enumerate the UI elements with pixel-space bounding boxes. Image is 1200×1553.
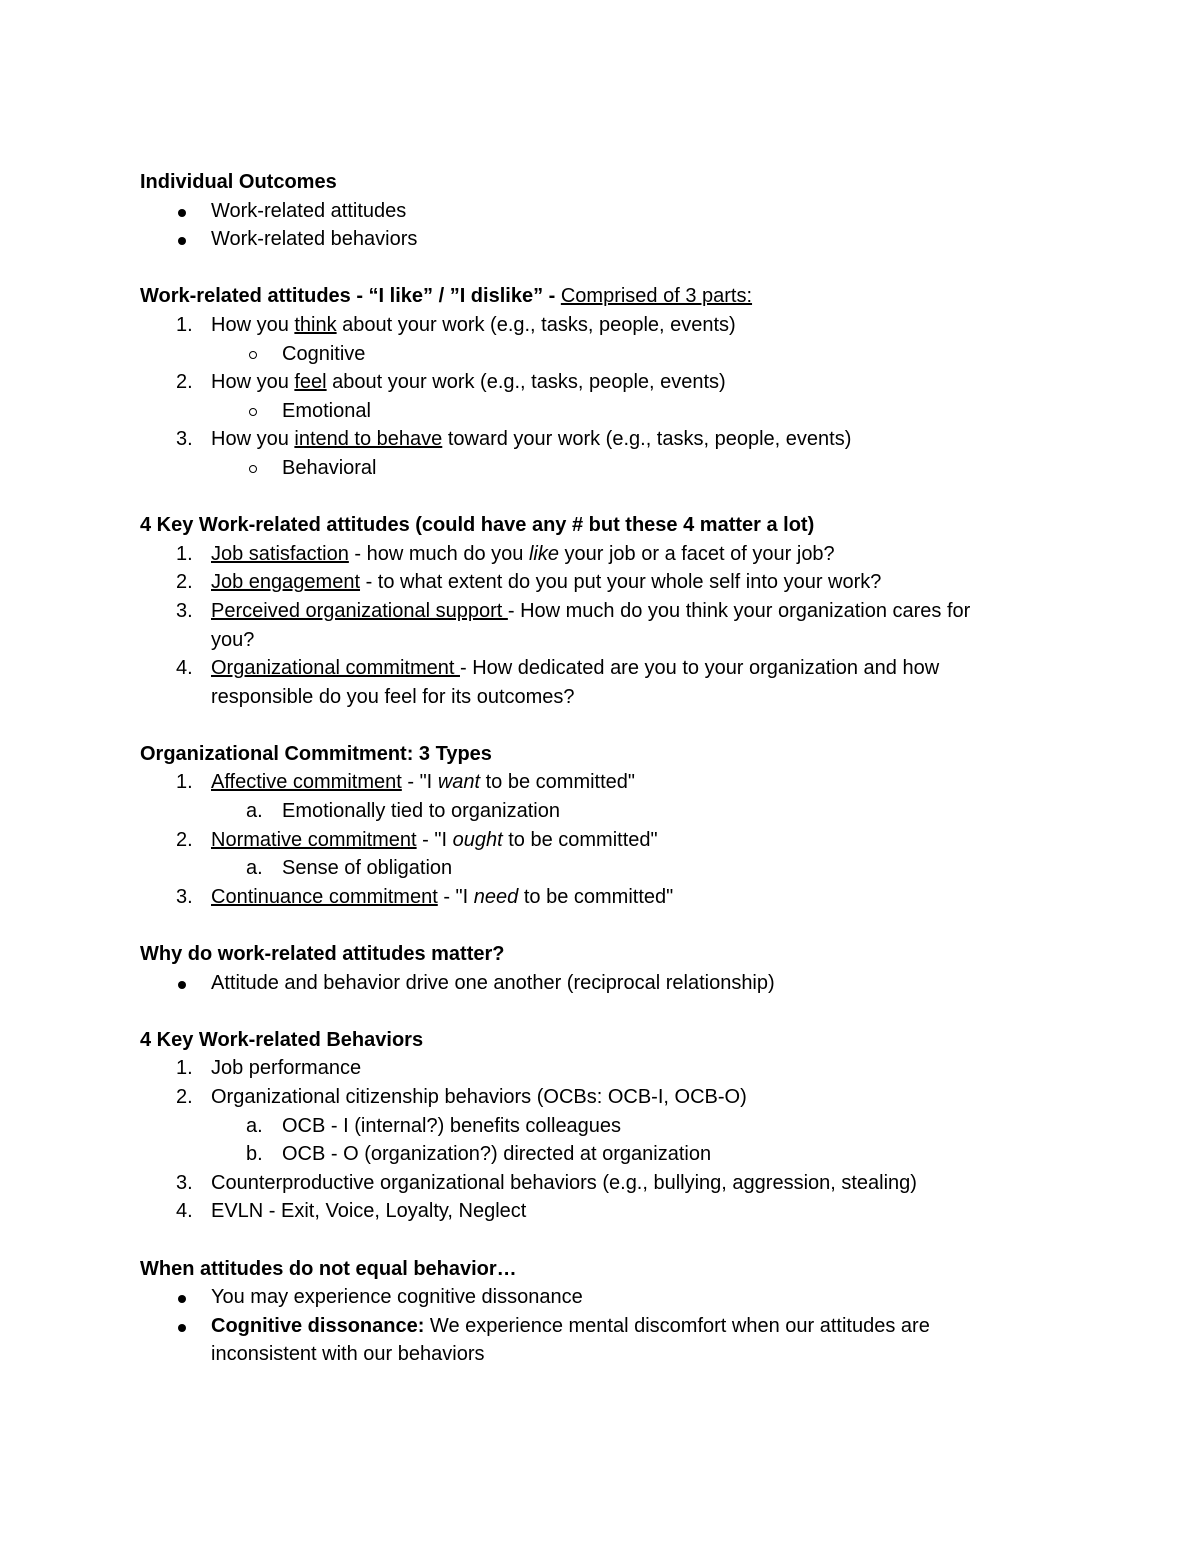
list-item: Cognitive dissonance: We experience mental discomfort when our attitudes are inconsistent with our behaviors <box>140 1312 1060 1369</box>
list-item: 1. Affective commitment - "I want to be committed" <box>176 771 636 794</box>
sub-list-item: Behavioral <box>140 454 1060 483</box>
section-key-behaviors <box>140 1026 1060 1226</box>
list-item: 2. Job engagement - to what extent do you put your whole self into your work? <box>176 571 882 594</box>
circle-bullet-icon <box>249 465 257 473</box>
list-item: 1. How you think about your work (e.g., tasks, people, events) <box>176 313 736 336</box>
sub-list-item: a. OCB - I (internal?) benefits colleagues <box>246 1114 622 1137</box>
list-item: Attitude and behavior drive one another (reciprocal relationship) <box>140 969 1060 998</box>
list-item: 3. How you intend to behave toward your work (e.g., tasks, people, events) <box>176 428 852 451</box>
list-item: 4. Organizational commitment - How dedicated are you to your organization and how responsible do you feel for its outcomes? <box>176 657 940 708</box>
list-item: 1. Job satisfaction - how much do you like your job or a facet of your job? <box>176 542 835 565</box>
section-heading: Work-related attitudes - “I like” / ”I dislike” - Comprised of 3 parts: <box>140 285 753 308</box>
bullet-icon <box>178 1295 186 1303</box>
sub-list-item: a. Sense of obligation <box>246 857 453 880</box>
circle-bullet-icon <box>249 351 257 359</box>
section-heading: 4 Key Work-related Behaviors <box>140 1028 424 1051</box>
section-heading: 4 Key Work-related attitudes (could have any # but these 4 matter a lot) <box>140 514 815 537</box>
list-item: You may experience cognitive dissonance <box>140 1283 1060 1312</box>
section-work-related-attitudes <box>140 282 1060 482</box>
sub-list-item: a. Emotionally tied to organization <box>246 800 560 823</box>
list-item: 3. Continuance commitment - "I need to be committed" <box>176 885 674 908</box>
list-item: 2. How you feel about your work (e.g., tasks, people, events) <box>176 371 726 394</box>
bullet-icon <box>178 237 186 245</box>
sub-list-item: Emotional <box>140 397 1060 426</box>
bullet-icon <box>178 209 186 217</box>
list-item: 4. EVLN - Exit, Voice, Loyalty, Neglect <box>176 1200 527 1223</box>
list-item: 3. Counterproductive organizational behaviors (e.g., bullying, aggression, stealing) <box>176 1171 917 1194</box>
list-item: Work-related behaviors <box>140 225 1060 254</box>
sub-list-item: b. OCB - O (organization?) directed at organization <box>246 1143 712 1166</box>
section-heading: Organizational Commitment: 3 Types <box>140 742 492 765</box>
section-commitment-types <box>140 740 1060 912</box>
document-page <box>140 168 1060 1398</box>
section-key-attitudes <box>140 511 1060 711</box>
section-heading: When attitudes do not equal behavior… <box>140 1257 517 1280</box>
bullet-icon <box>178 981 186 989</box>
bullet-icon <box>178 1324 186 1332</box>
section-attitudes-not-behavior <box>140 1255 1060 1369</box>
circle-bullet-icon <box>249 408 257 416</box>
section-individual-outcomes <box>140 168 1060 254</box>
list-item: 3. Perceived organizational support - How much do you think your organization cares for you? <box>176 599 971 651</box>
sub-list-item: Cognitive <box>140 340 1060 369</box>
list-item: 2. Normative commitment - "I ought to be committed" <box>176 828 658 851</box>
list-item: 2. Organizational citizenship behaviors (OCBs: OCB-I, OCB-O) <box>176 1086 747 1108</box>
list-item: 1. Job performance <box>176 1057 362 1080</box>
section-why-matter <box>140 940 1060 997</box>
list-item: Work-related attitudes <box>140 197 1060 226</box>
section-heading: Why do work-related attitudes matter? <box>140 943 505 966</box>
section-heading: Individual Outcomes <box>140 171 337 193</box>
